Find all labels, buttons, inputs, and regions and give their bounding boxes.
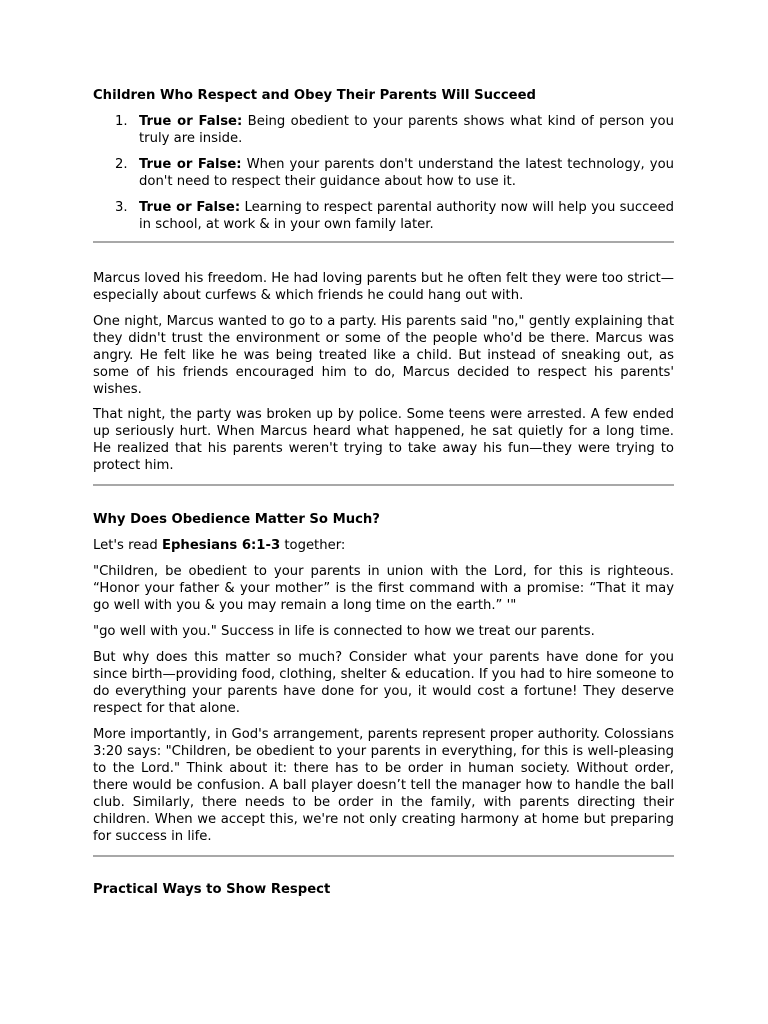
question-label: True or False: [139,114,243,129]
section-title-obedience: Why Does Obedience Matter So Much? [93,512,380,527]
question-text: Learning to respect parental authority now will help you succeed in school, at work & in your own family later. [139,200,674,232]
divider [93,484,674,486]
section-title-succeed: Children Who Respect and Obey Their Parents Will Succeed [93,88,536,103]
question-label: True or False: [139,200,241,215]
body-paragraph: But why does this matter so much? Consider what your parents have done for you since birth—providing food, clothing, shelter & education. If you had to hire someone to do everything your parents have done for you, it would cost a fortune! They deserve respect for that alone. [93,650,674,716]
intro-text: Let's read [93,538,162,553]
body-paragraph: "go well with you." Success in life is connected to how we treat our parents. [93,624,595,639]
section-title-practical: Practical Ways to Show Respect [93,882,331,897]
question-label: True or False: [139,157,242,172]
list-number: 3. [115,200,128,215]
list-item [93,199,674,233]
body-paragraph: More importantly, in God's arrangement, parents represent proper authority. Colossians 3:20 says: "Children, be obedient to your parents in everything, for this is well-pleasing to the Lord." Think about it: there has to be order in human society. Without order, there would be confusion. A ball player doesn’t tell the manager how to handle the ball club. Similarly, there needs to be order in the family, with parents directing their children. When we accept this, we're not only creating harmony at home but preparing for success in life. [93,727,674,844]
true-false-list [93,113,674,233]
scripture-quote: "Children, be obedient to your parents in union with the Lord, for this is righteous. “Honor your father & your mother” is the first command with a promise: “That it may go well with you & you may remain a long time on the earth.” '" [93,564,674,613]
intro-text: together: [280,538,346,553]
list-item [93,113,674,147]
story-paragraph: Marcus loved his freedom. He had loving parents but he often felt they were too strict—especially about curfews & which friends he could hang out with. [93,271,674,303]
story-paragraph: That night, the party was broken up by police. Some teens were arrested. A few ended up seriously hurt. When Marcus heard what happened, he sat quietly for a long time. He realized that his parents weren't trying to take away his fun—they were trying to protect him. [93,407,674,473]
divider [93,855,674,857]
list-number: 1. [115,114,128,129]
story-paragraph: One night, Marcus wanted to go to a party. His parents said "no," gently explaining that they didn't trust the environment or some of the people who'd be there. Marcus was angry. He felt like he was being treated like a child. But instead of sneaking out, as some of his friends encouraged him to do, Marcus decided to respect his parents' wishes. [93,314,674,397]
question-text: Being obedient to your parents shows what kind of person you truly are inside. [139,114,674,146]
scripture-reference: Ephesians 6:1-3 [161,538,281,553]
divider [93,241,674,243]
scripture-intro [93,537,674,554]
list-item [93,156,674,190]
list-number: 2. [115,157,128,172]
document-content [93,87,674,898]
question-text: When your parents don't understand the latest technology, you don't need to respect their guidance about how to use it. [139,157,674,189]
